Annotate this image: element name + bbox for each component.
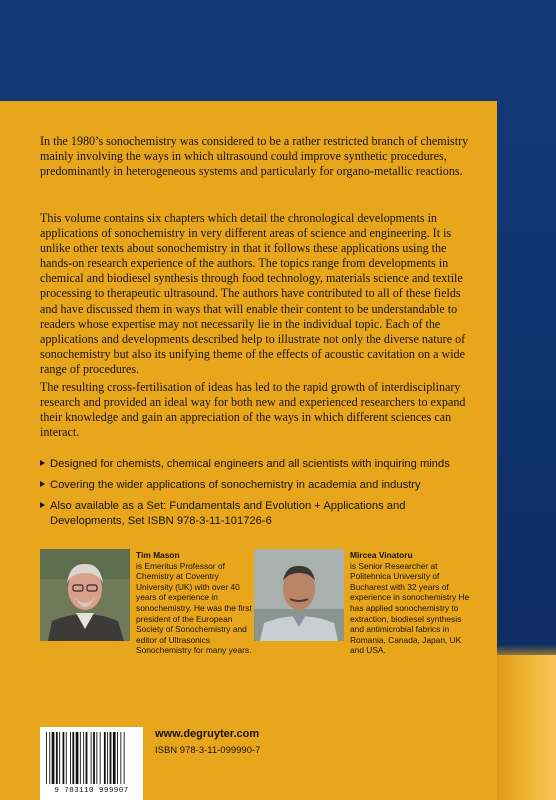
bullet-text: Also available as a Set: Fundamentals and Evolution + Applications and Developments, Set ISBN 978-3-11-101726-6 <box>50 500 406 527</box>
bullet-item <box>40 478 480 492</box>
author-bio-mircea-vinatoru <box>350 550 475 656</box>
bullet-item <box>40 499 480 527</box>
bullet-text: Designed for chemists, chemical engineers and all scientists with inquiring minds <box>50 458 450 470</box>
bullet-text: Covering the wider applications of sonochemistry in academia and industry <box>50 479 421 492</box>
author-photo-mircea-vinatoru <box>254 549 344 641</box>
spine-gradient-strip <box>497 655 556 800</box>
description-paragraph-2: This volume contains six chapters which detail the chronological developments in applications of sonochemistry in very different areas of science and engineering. It is unlike other texts about sonochemistry in that it follows these applications using the hands-on research experience of the authors. The topics range from developments in chemical and biodiesel synthesis through food technology, materials science and textile processing to therapeutic ultrasound. The authors have contributed to all of these fields and have discussed them in ways that will enable their content to be understandable to readers whose expertise may not necessarily lie in the individual topic. Each of the applications and developments described help to illustrate not only the diverse nature of sonochemistry but also its unifying theme of the effects of acoustic cavitation on a wide range of procedures. <box>40 211 466 376</box>
author-name: Tim Mason <box>136 550 180 560</box>
author-bio-tim-mason <box>136 550 256 656</box>
author-bio-text: is Emeritus Professor of Chemistry at Coventry University (UK) with over 40 years of experience in sonochemistry. He was the first president of the European Society of Sonochemistry and editor of Ultrasonics Sonochemistry for many years. <box>136 560 252 656</box>
author-bio-text: is Senior Researcher at Politehnica University of Bucharest with 32 years of experience in sonochemistry He has applied sonochemistry to extraction, biodiesel synthesis and antimicrobial fabrics in Romania, Canada, Japan, UK and USA. <box>350 560 470 656</box>
triangle-bullet-icon <box>40 502 45 508</box>
description-paragraph-3: The resulting cross-fertilisation of ideas has led to the rapid growth of interdisciplinary research and provided an ideal way for both new and experienced researchers to expand their knowledge and gain an appreciation of the ways in which different sciences can interact. <box>40 380 466 440</box>
bullet-item <box>40 457 480 471</box>
publisher-url[interactable]: www.degruyter.com <box>155 728 260 740</box>
feature-bullet-list <box>40 457 480 534</box>
description-paragraph-1: In the 1980’s sonochemistry was considered to be a rather restricted branch of chemistry mainly involving the ways in which ultrasound could improve synthetic procedures, predominantly in heterogeneous systems and particularly for organo-metallic reactions. <box>40 134 469 179</box>
triangle-bullet-icon <box>40 481 45 487</box>
author-photo-tim-mason <box>40 549 130 641</box>
isbn-number: ISBN 978-3-11-099990-7 <box>155 745 261 756</box>
isbn-barcode <box>40 727 143 800</box>
barcode-number: 9 783110 999907 <box>54 787 129 795</box>
triangle-bullet-icon <box>40 460 45 466</box>
author-name: Mircea Vinatoru <box>350 550 413 560</box>
barcode-icon <box>46 732 138 784</box>
yellow-text-panel <box>0 101 497 800</box>
portrait-icon <box>40 549 130 641</box>
portrait-icon <box>254 549 344 641</box>
